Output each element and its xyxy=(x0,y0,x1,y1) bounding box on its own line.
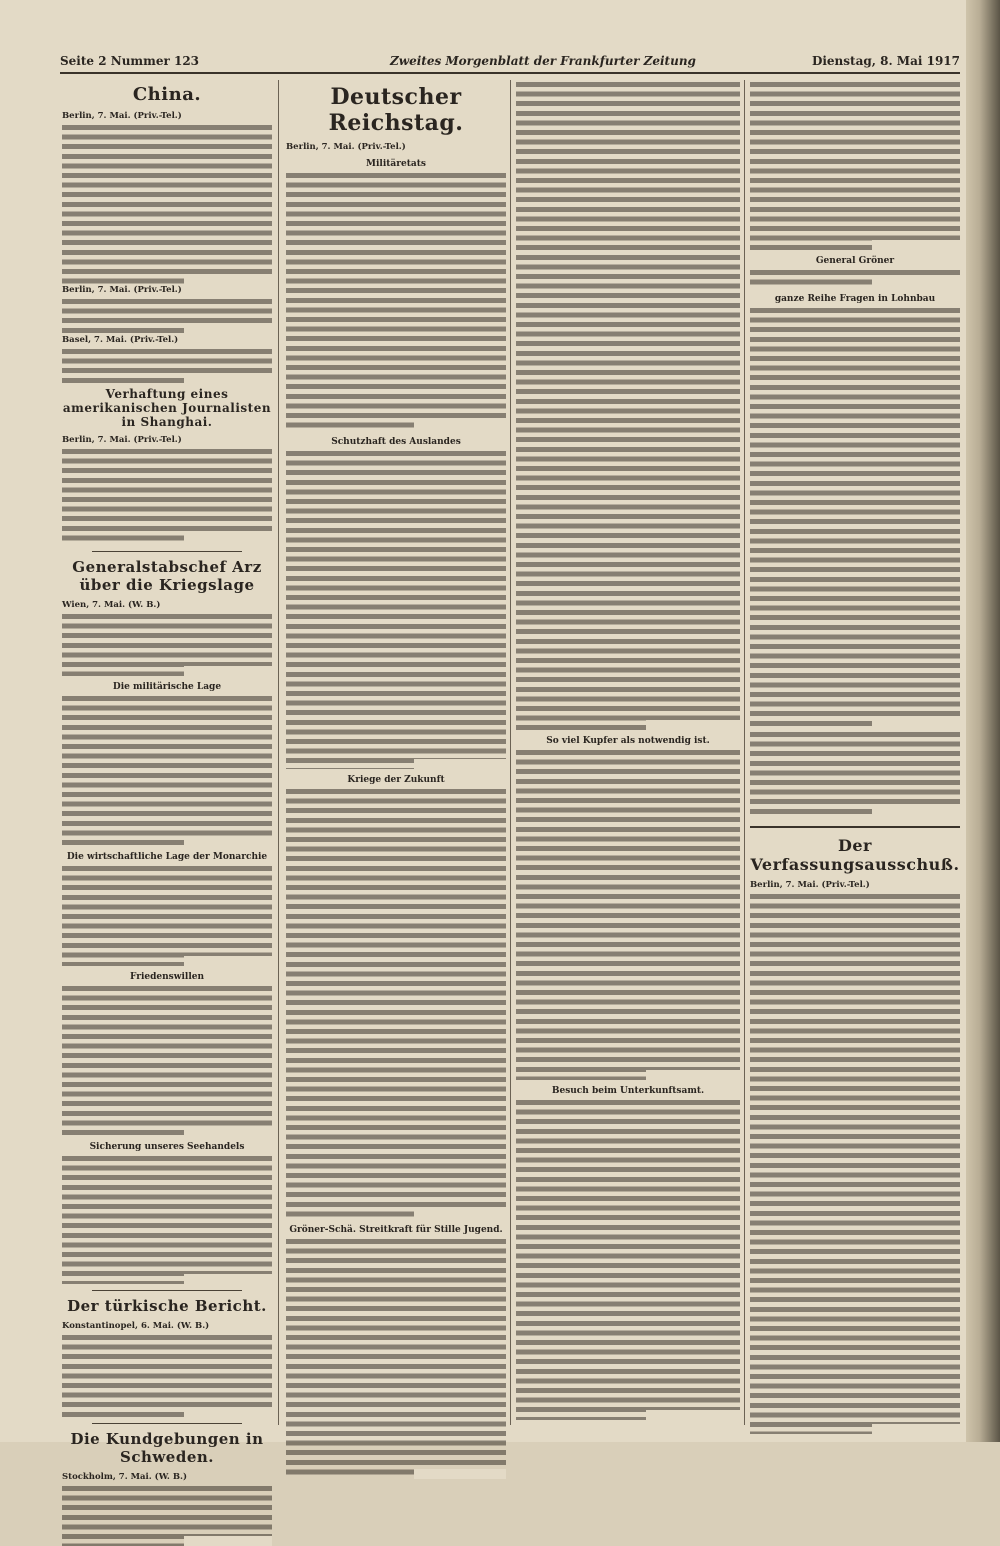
subheading: General Gröner xyxy=(815,256,895,266)
article-body xyxy=(516,82,740,730)
article-body xyxy=(286,789,506,1219)
article-body xyxy=(62,986,272,1136)
headline-verfassungsausschuss: Der Verfassungsausschuß. xyxy=(750,836,960,874)
dateline: Berlin, 7. Mai. (Priv.-Tel.) xyxy=(62,111,182,121)
headline-china: China. xyxy=(132,84,202,105)
article-body xyxy=(750,308,960,728)
column-rule xyxy=(510,80,511,1425)
subheading: Militäretats xyxy=(366,159,426,169)
article-body xyxy=(62,614,272,676)
article-body xyxy=(750,82,960,250)
subheading: Friedenswillen xyxy=(129,972,205,982)
column-2 xyxy=(286,80,506,1425)
page-number: Seite 2 Nummer 123 xyxy=(60,54,200,68)
column-rule xyxy=(744,80,745,1425)
article-body xyxy=(750,894,960,1434)
dateline: Basel, 7. Mai. (Priv.-Tel.) xyxy=(62,335,179,345)
article-body xyxy=(62,696,272,846)
dateline: Berlin, 7. Mai. (Priv.-Tel.) xyxy=(750,880,870,890)
article-body xyxy=(62,1486,272,1546)
column-4 xyxy=(750,80,960,1425)
divider xyxy=(92,551,242,552)
headline-tuerkischer-bericht: Der türkische Bericht. xyxy=(67,1297,267,1315)
article-body xyxy=(62,449,272,545)
dateline: Berlin, 7. Mai. (Priv.-Tel.) xyxy=(62,285,182,295)
dateline: Wien, 7. Mai. (W. B.) xyxy=(62,600,161,610)
headline-verhaftung: Verhaftung eines amerikanischen Journalisten in Shanghai. xyxy=(62,387,272,429)
edition-title: Zweites Morgenblatt der Frankfurter Zeitung xyxy=(390,54,696,68)
article-body xyxy=(62,866,272,966)
article-body xyxy=(750,732,960,818)
subheading: So viel Kupfer als notwendig ist. xyxy=(546,736,710,746)
subheading: Besuch beim Unterkunftsamt. xyxy=(551,1086,705,1096)
divider xyxy=(750,826,960,828)
page-header xyxy=(60,52,960,74)
subheading: Sicherung unseres Seehandels xyxy=(89,1142,245,1152)
column-rule xyxy=(278,80,279,1425)
article-body xyxy=(62,1335,272,1417)
divider xyxy=(92,1290,242,1291)
headline-generalstabschef: Generalstabschef Arz über die Kriegslage xyxy=(72,558,262,594)
subheading: Schutzhaft des Auslandes xyxy=(331,437,461,447)
dateline: Berlin, 7. Mai. (Priv.-Tel.) xyxy=(286,142,406,152)
article-body xyxy=(62,1156,272,1284)
issue-date: Dienstag, 8. Mai 1917 xyxy=(811,54,960,68)
article-body xyxy=(516,750,740,1080)
subheading: Gröner-Schä. Streitkraft für Stille Jugend. xyxy=(289,1225,503,1235)
article-body xyxy=(286,173,506,431)
column-1 xyxy=(62,80,272,1482)
column-3 xyxy=(516,80,740,1425)
dateline: Konstantinopel, 6. Mai. (W. B.) xyxy=(62,1321,210,1331)
article-body xyxy=(62,299,272,335)
subheading: ganze Reihe Fragen in Lohnbau xyxy=(774,294,936,304)
headline-reichstag: Deutscher Reichstag. xyxy=(328,84,464,136)
subheading: Die militärische Lage xyxy=(112,682,222,692)
article-body xyxy=(62,125,272,285)
article-body xyxy=(750,270,960,288)
article-body xyxy=(286,1239,506,1479)
subheading: Die wirtschaftliche Lage der Monarchie xyxy=(66,852,268,862)
article-body xyxy=(286,451,506,769)
headline-kundgebungen: Die Kundgebungen in Schweden. xyxy=(70,1430,264,1466)
article-body xyxy=(62,349,272,383)
article-body xyxy=(516,1100,740,1420)
book-binding-edge xyxy=(966,0,1000,1442)
dateline: Stockholm, 7. Mai. (W. B.) xyxy=(62,1472,188,1482)
subheading: Kriege der Zukunft xyxy=(347,775,445,785)
divider xyxy=(92,1423,242,1424)
dateline: Berlin, 7. Mai. (Priv.-Tel.) xyxy=(62,435,182,445)
